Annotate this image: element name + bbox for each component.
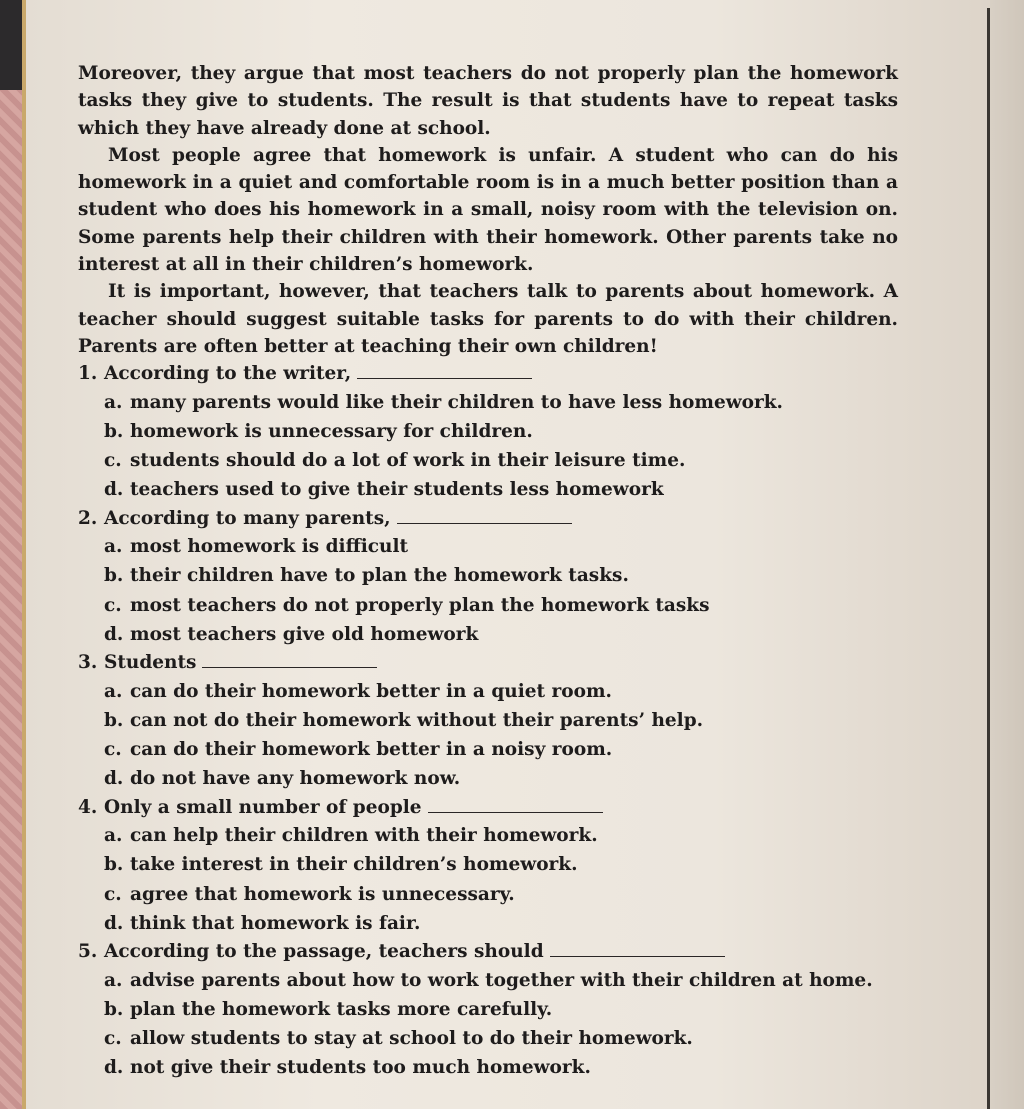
option-text: can help their children with their homework. bbox=[130, 825, 598, 847]
answer-blank bbox=[428, 794, 603, 813]
option-text: can do their homework better in a quiet room. bbox=[130, 680, 612, 702]
option-3-a bbox=[104, 677, 898, 706]
option-1-a bbox=[104, 388, 898, 417]
option-letter: a. bbox=[104, 536, 123, 558]
option-2-c bbox=[104, 591, 898, 620]
option-1-b bbox=[104, 417, 898, 446]
answer-blank bbox=[357, 360, 532, 379]
option-letter: c. bbox=[104, 883, 122, 905]
option-letter: b. bbox=[104, 565, 124, 587]
option-list bbox=[78, 677, 898, 794]
option-3-b bbox=[104, 706, 898, 735]
option-4-c bbox=[104, 880, 898, 909]
question-number: 3. bbox=[78, 652, 98, 674]
question-stem: According to the writer, bbox=[104, 363, 352, 385]
option-text: homework is unnecessary for children. bbox=[130, 420, 533, 442]
option-letter: b. bbox=[104, 709, 124, 731]
question-list bbox=[78, 360, 898, 1082]
option-text: most teachers do not properly plan the homework tasks bbox=[130, 594, 710, 616]
question-2 bbox=[78, 505, 898, 532]
option-4-a bbox=[104, 821, 898, 850]
question-4 bbox=[78, 794, 898, 821]
answer-blank bbox=[202, 649, 377, 668]
option-letter: a. bbox=[104, 969, 123, 991]
background-right-edge bbox=[990, 0, 1024, 1109]
option-letter: d. bbox=[104, 623, 124, 645]
option-text: advise parents about how to work together with their children at home. bbox=[130, 969, 873, 991]
option-list bbox=[78, 388, 898, 505]
option-text: teachers used to give their students less homework bbox=[130, 479, 664, 501]
question-5 bbox=[78, 938, 898, 965]
passage-paragraph-1: Moreover, they argue that most teachers do not properly plan the homework tasks they give to students. The result is that students have to repeat tasks which they have already done at school. bbox=[78, 63, 898, 139]
option-text: many parents would like their children to have less homework. bbox=[130, 391, 783, 413]
option-letter: a. bbox=[104, 680, 123, 702]
option-2-a bbox=[104, 532, 898, 561]
option-5-c bbox=[104, 1024, 898, 1053]
option-list bbox=[78, 821, 898, 938]
option-1-d bbox=[104, 475, 898, 504]
option-letter: a. bbox=[104, 391, 123, 413]
option-text: most homework is difficult bbox=[130, 536, 409, 558]
option-letter: c. bbox=[104, 450, 122, 472]
worksheet-text bbox=[78, 60, 898, 1083]
option-5-d bbox=[104, 1053, 898, 1082]
option-list bbox=[78, 966, 898, 1083]
option-5-a bbox=[104, 966, 898, 995]
option-text: agree that homework is unnecessary. bbox=[130, 883, 515, 905]
question-stem: According to many parents, bbox=[104, 507, 391, 529]
option-text: students should do a lot of work in their leisure time. bbox=[130, 450, 686, 472]
option-3-c bbox=[104, 735, 898, 764]
option-text: most teachers give old homework bbox=[130, 623, 479, 645]
option-letter: d. bbox=[104, 768, 124, 790]
answer-blank bbox=[397, 505, 572, 524]
option-3-d bbox=[104, 764, 898, 793]
passage-paragraph-2: Most people agree that homework is unfair. A student who can do his homework in a quiet and comfortable room is in a much better position than a student who does his homework in a small, noisy room with the television on. Some parents help their children with their homework. Other parents take no interest at all in their children’s homework. bbox=[78, 144, 898, 276]
option-letter: d. bbox=[104, 479, 124, 501]
option-letter: c. bbox=[104, 594, 122, 616]
question-number: 2. bbox=[78, 507, 98, 529]
option-letter: c. bbox=[104, 739, 122, 761]
option-2-d bbox=[104, 620, 898, 649]
option-4-b bbox=[104, 850, 898, 879]
option-text: can not do their homework without their parents’ help. bbox=[130, 709, 704, 731]
option-list bbox=[78, 532, 898, 649]
question-stem: Only a small number of people bbox=[104, 796, 422, 818]
option-letter: d. bbox=[104, 1057, 124, 1079]
question-number: 1. bbox=[78, 363, 98, 385]
question-number: 5. bbox=[78, 941, 98, 963]
option-text: allow students to stay at school to do their homework. bbox=[130, 1028, 693, 1050]
option-letter: d. bbox=[104, 912, 124, 934]
question-1 bbox=[78, 360, 898, 387]
option-4-d bbox=[104, 909, 898, 938]
option-text: take interest in their children’s homework. bbox=[130, 854, 578, 876]
question-stem: According to the passage, teachers should bbox=[104, 941, 544, 963]
passage-paragraph-3: It is important, however, that teachers talk to parents about homework. A teacher should suggest suitable tasks for parents to do with their children. Parents are often better at teaching their own children! bbox=[78, 281, 898, 357]
option-letter: b. bbox=[104, 854, 124, 876]
question-3 bbox=[78, 649, 898, 676]
question-number: 4. bbox=[78, 796, 98, 818]
option-text: plan the homework tasks more carefully. bbox=[130, 998, 553, 1020]
question-stem: Students bbox=[104, 652, 197, 674]
answer-blank bbox=[550, 938, 725, 957]
option-letter: b. bbox=[104, 998, 124, 1020]
option-text: can do their homework better in a noisy room. bbox=[130, 739, 613, 761]
option-text: do not have any homework now. bbox=[130, 768, 461, 790]
option-5-b bbox=[104, 995, 898, 1024]
option-text: think that homework is fair. bbox=[130, 912, 421, 934]
option-letter: a. bbox=[104, 825, 123, 847]
option-letter: b. bbox=[104, 420, 124, 442]
option-text: not give their students too much homework. bbox=[130, 1057, 591, 1079]
option-letter: c. bbox=[104, 1028, 122, 1050]
option-1-c bbox=[104, 446, 898, 475]
option-2-b bbox=[104, 561, 898, 590]
option-text: their children have to plan the homework tasks. bbox=[130, 565, 629, 587]
